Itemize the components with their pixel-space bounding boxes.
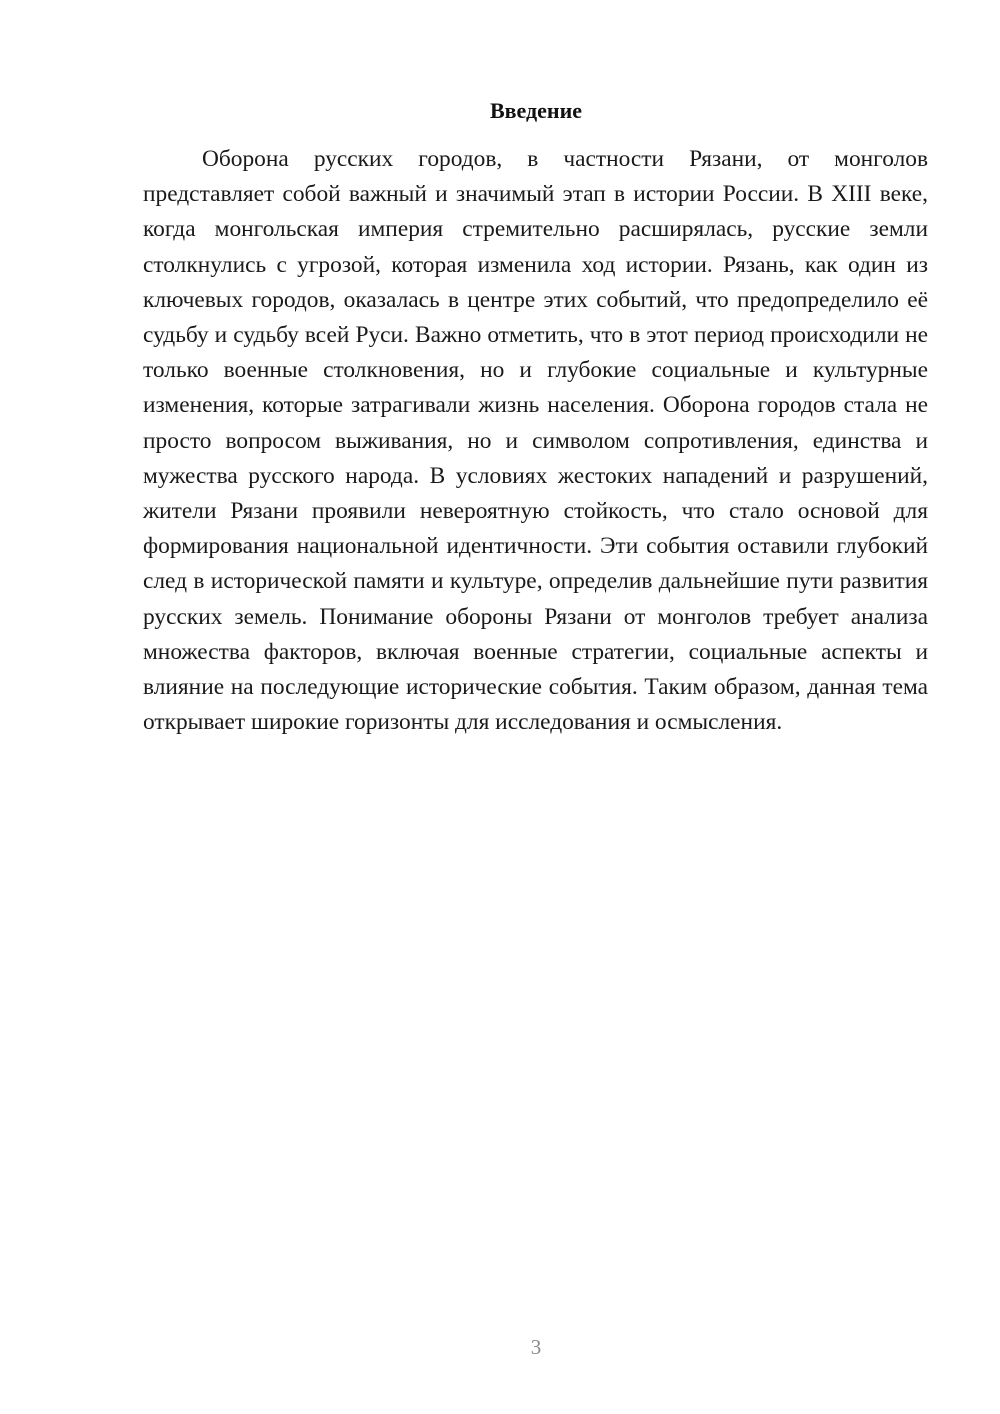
page-number: 3 xyxy=(530,1335,542,1359)
section-heading: Введение xyxy=(489,98,583,123)
body-paragraph: Оборона русских городов, в частности Рязани, от монголов представляет собой важный и значимый этап в истории России. В XIII веке, когда монгольская империя стремительно расширялась, русские земли столкнулись с угрозой, которая изменила ход истории. Рязань, как один из ключевых городов, оказалась в центре этих событий, что предопределило её судьбу и судьбу всей Руси. Важно отметить, что в этот период происходили не только военные столкновения, но и глубокие социальные и культурные изменения, которые затрагивали жизнь населения. Оборона городов стала не просто вопросом выживания, но и символом сопротивления, единства и мужества русского народа. В условиях жестоких нападений и разрушений, жители Рязани проявили невероятную стойкость, что стало основой для формирования национальной идентичности. Эти события оставили глубокий след в исторической памяти и культуре, определив дальнейшие пути развития русских земель. Понимание обороны Рязани от монголов требует анализа множества факторов, включая военные стратегии, социальные аспекты и влияние на последующие исторические события. Таким образом, данная тема открывает широкие горизонты для исследования и осмысления. xyxy=(143,146,928,736)
